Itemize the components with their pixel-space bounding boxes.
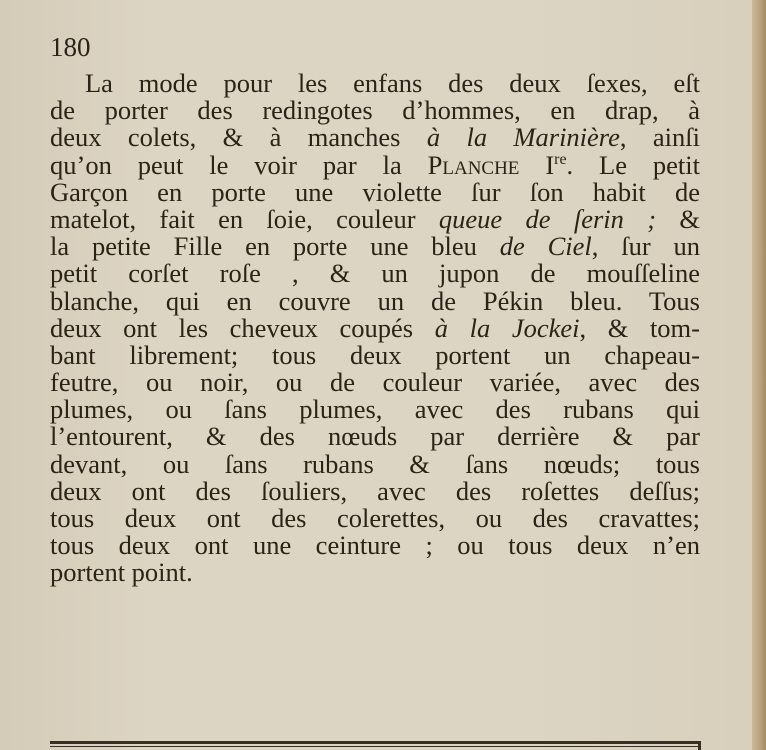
paragraph — [50, 70, 700, 587]
small-caps-text: Planche — [427, 149, 520, 180]
double-rule-thin — [50, 746, 700, 747]
text-run: blanche, qui en couvre un de Pékin bleu. Tous — [50, 285, 700, 316]
text-run: qu’on peut le voir par la — [50, 149, 428, 180]
text-line — [50, 559, 700, 586]
italic-text: queue de ſerin ; — [438, 203, 657, 234]
text-line — [50, 312, 700, 343]
text-run: , ſur un — [591, 231, 701, 262]
text-run: deux ont les cheveux coupés — [50, 312, 435, 343]
text-line — [50, 97, 700, 124]
text-run: tous deux ont une ceinture ; ou tous deux n’en — [50, 530, 700, 561]
text-run: feutre, ou noir, ou de couleur variée, avec des — [50, 367, 700, 398]
text-line — [50, 149, 700, 180]
text-line — [50, 505, 700, 532]
text-line — [50, 532, 700, 559]
double-rule-thick — [50, 741, 700, 744]
text-line — [50, 285, 700, 316]
text-run: , & tom- — [579, 312, 700, 343]
text-run: devant, ou ſans rubans & ſans nœuds; tous — [50, 448, 700, 479]
italic-text: à la Jockei — [434, 312, 580, 343]
text-line — [50, 339, 700, 370]
text-run: I — [519, 149, 555, 180]
text-line — [50, 369, 700, 396]
text-line — [50, 448, 700, 479]
italic-text: à la Marinière — [426, 122, 620, 153]
text-line — [50, 233, 700, 260]
text-line — [50, 70, 700, 97]
text-run: deux ont des ſouliers, avec des roſettes deſſus; — [50, 475, 700, 506]
text-line — [50, 124, 700, 151]
text-run: , ainſi — [619, 122, 700, 153]
text-run: tous deux ont des colerettes, ou des cravattes; — [50, 503, 700, 533]
text-line — [50, 260, 700, 287]
text-run: plumes, ou ſans plumes, avec des rubans qui — [50, 394, 700, 425]
book-gutter — [752, 0, 766, 750]
text-run: la petite Fille en porte une bleu — [50, 231, 500, 262]
text-run: de porter des redingotes d’hommes, en drap, à — [50, 95, 700, 126]
text-run: deux colets, & à manches — [50, 122, 427, 153]
text-run: matelot, fait en ſoie, couleur — [50, 203, 439, 234]
text-run: La mode pour les enfans des deux ſexes, eſt — [85, 68, 700, 98]
text-run: bant librement; tous deux portent un chapeau- — [50, 339, 700, 370]
superscript: re — [554, 150, 567, 168]
text-run: . Le petit — [566, 149, 700, 180]
text-run: petit corſet roſe , & un jupon de mouſſeline — [50, 258, 700, 289]
text-line — [50, 475, 700, 506]
italic-text: de Ciel — [499, 231, 592, 262]
text-run: l’entourent, & des nœuds par derrière & par — [50, 421, 700, 452]
rule-end-cap — [698, 741, 701, 750]
text-run: portent point. — [50, 557, 193, 588]
text-run: Garçon en porte une violette ſur ſon habit de — [50, 176, 700, 207]
text-line — [50, 203, 700, 234]
text-run: & — [656, 203, 700, 234]
text-line — [50, 396, 700, 423]
page-number: 180 — [50, 32, 91, 62]
text-line — [50, 423, 700, 450]
text-line — [50, 176, 700, 207]
